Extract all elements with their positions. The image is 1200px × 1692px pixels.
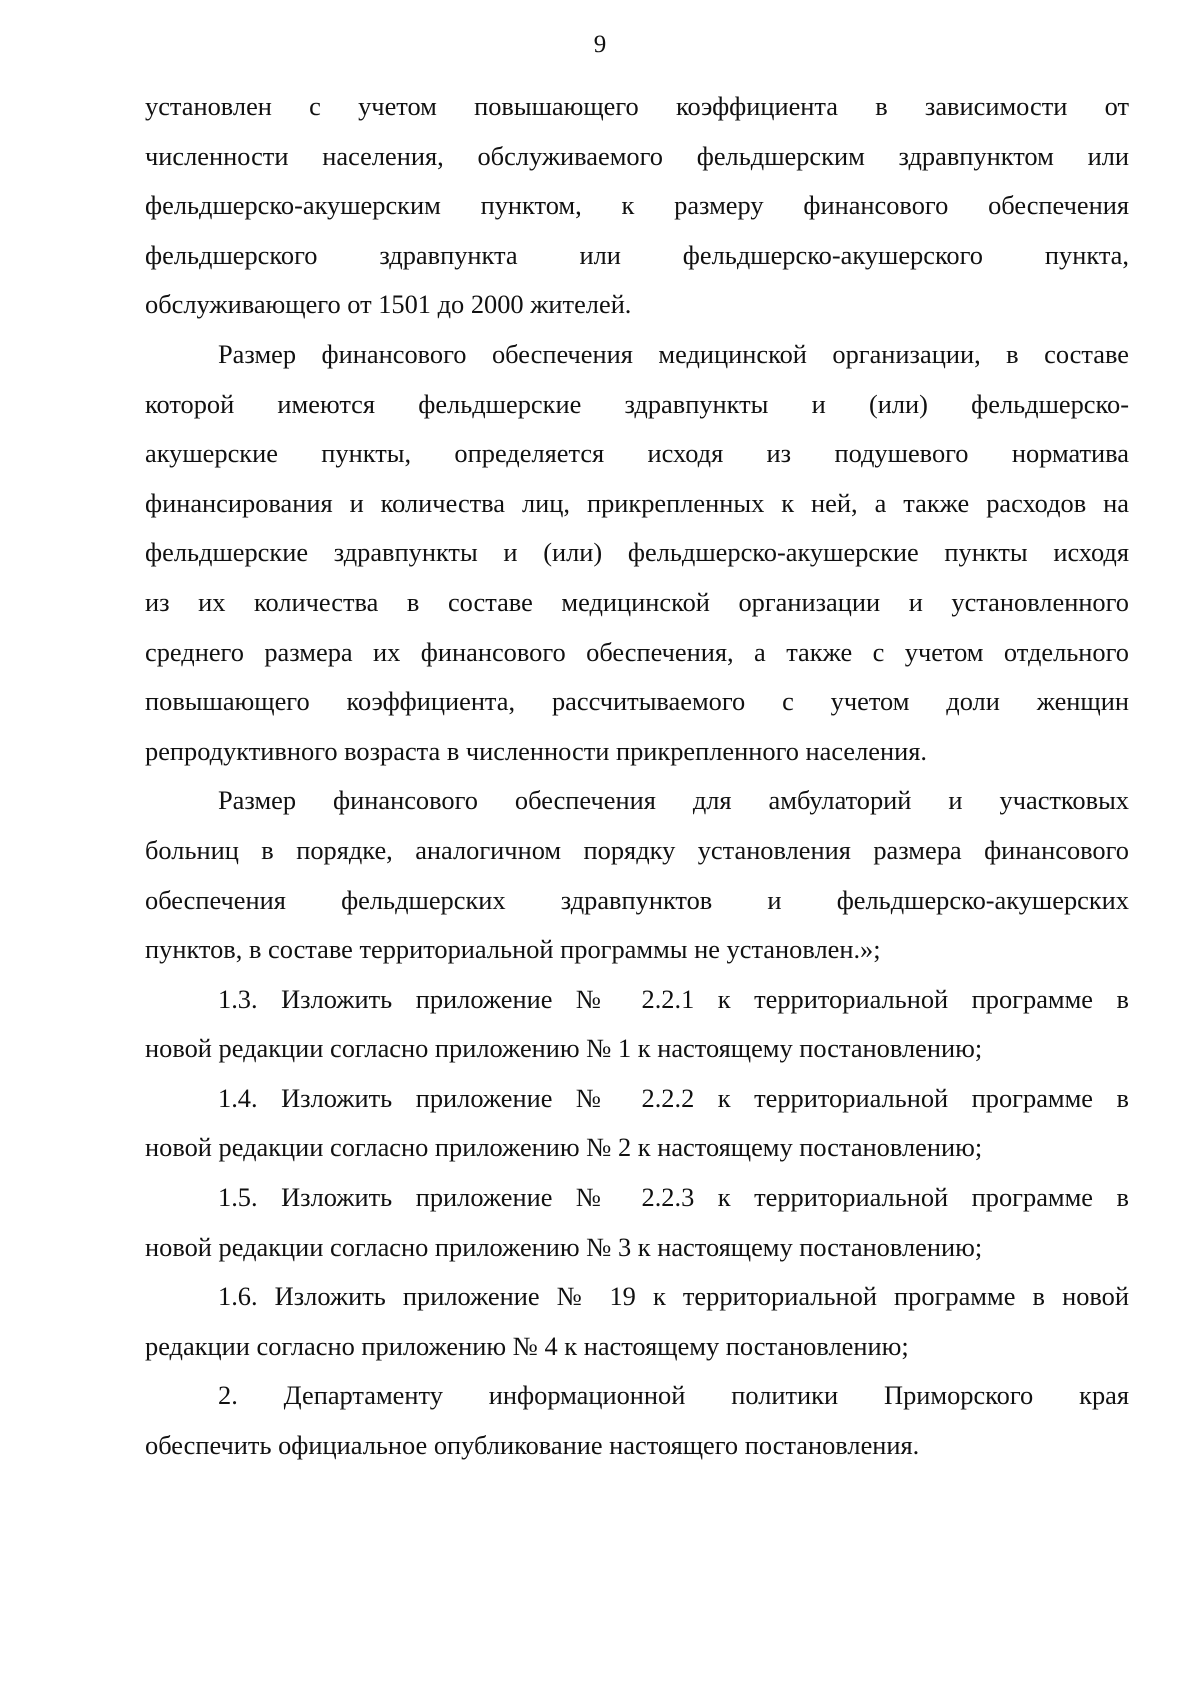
paragraph-line: обслуживающего от 1501 до 2000 жителей. <box>145 289 632 320</box>
paragraph-line: финансирования и количества лиц, прикрепленных к ней, а также расходов на <box>145 487 1129 518</box>
paragraph <box>145 776 1129 974</box>
paragraph-line: из их количества в составе медицинской организации и установленного <box>145 586 1129 617</box>
paragraph-line: обеспечения фельдшерских здравпунктов и фельдшерско-акушерских <box>145 884 1129 915</box>
paragraph-line: акушерские пункты, определяется исходя из подушевого норматива <box>145 438 1129 469</box>
paragraph-line: репродуктивного возраста в численности прикрепленного населения. <box>145 735 927 766</box>
paragraph <box>145 82 1129 330</box>
paragraph-line: новой редакции согласно приложению № 3 к настоящему постановлению; <box>145 1231 983 1262</box>
paragraph-line: новой редакции согласно приложению № 2 к настоящему постановлению; <box>145 1132 983 1163</box>
paragraph <box>145 1272 1129 1371</box>
paragraph-line: 1.6. Изложить приложение № 19 к территориальной программе в новой <box>218 1281 1129 1312</box>
paragraph-line: повышающего коэффициента, рассчитываемого с учетом доли женщин <box>145 686 1129 717</box>
paragraph <box>145 975 1129 1074</box>
paragraph-line: редакции согласно приложению № 4 к настоящему постановлению; <box>145 1330 909 1361</box>
paragraph-line: Размер финансового обеспечения медицинской организации, в составе <box>218 338 1129 369</box>
paragraph-line: Размер финансового обеспечения для амбулаторий и участковых <box>218 785 1129 816</box>
paragraph-line: 1.4. Изложить приложение № 2.2.2 к территориальной программе в <box>218 1082 1129 1113</box>
paragraph-line: которой имеются фельдшерские здравпункты и (или) фельдшерско- <box>145 388 1129 419</box>
paragraph <box>145 1074 1129 1173</box>
paragraph-line: обеспечить официальное опубликование настоящего постановления. <box>145 1430 920 1461</box>
paragraph-line: новой редакции согласно приложению № 1 к настоящему постановлению; <box>145 1033 983 1064</box>
page-number: 9 <box>593 31 607 58</box>
paragraph-line: 2. Департаменту информационной политики Приморского края <box>218 1380 1129 1411</box>
paragraph <box>145 1371 1129 1470</box>
paragraph-line: численности населения, обслуживаемого фельдшерским здравпунктом или <box>145 140 1129 171</box>
paragraph-line: пунктов, в составе территориальной программы не установлен.»; <box>145 934 881 965</box>
paragraph <box>145 1173 1129 1272</box>
paragraph-line: фельдшерские здравпункты и (или) фельдшерско-акушерские пункты исходя <box>145 537 1129 568</box>
paragraph-line: больниц в порядке, аналогичном порядку установления размера финансового <box>145 834 1129 865</box>
paragraph-line: среднего размера их финансового обеспечения, а также с учетом отдельного <box>145 636 1129 667</box>
document-body <box>145 82 1129 1471</box>
paragraph-line: установлен с учетом повышающего коэффициента в зависимости от <box>145 91 1129 121</box>
paragraph-line: фельдшерского здравпункта или фельдшерско-акушерского пункта, <box>145 239 1129 270</box>
paragraph <box>145 330 1129 776</box>
paragraph-line: 1.3. Изложить приложение № 2.2.1 к территориальной программе в <box>218 983 1129 1014</box>
paragraph-line: 1.5. Изложить приложение № 2.2.3 к территориальной программе в <box>218 1182 1129 1213</box>
paragraph-line: фельдшерско-акушерским пунктом, к размеру финансового обеспечения <box>145 190 1129 221</box>
